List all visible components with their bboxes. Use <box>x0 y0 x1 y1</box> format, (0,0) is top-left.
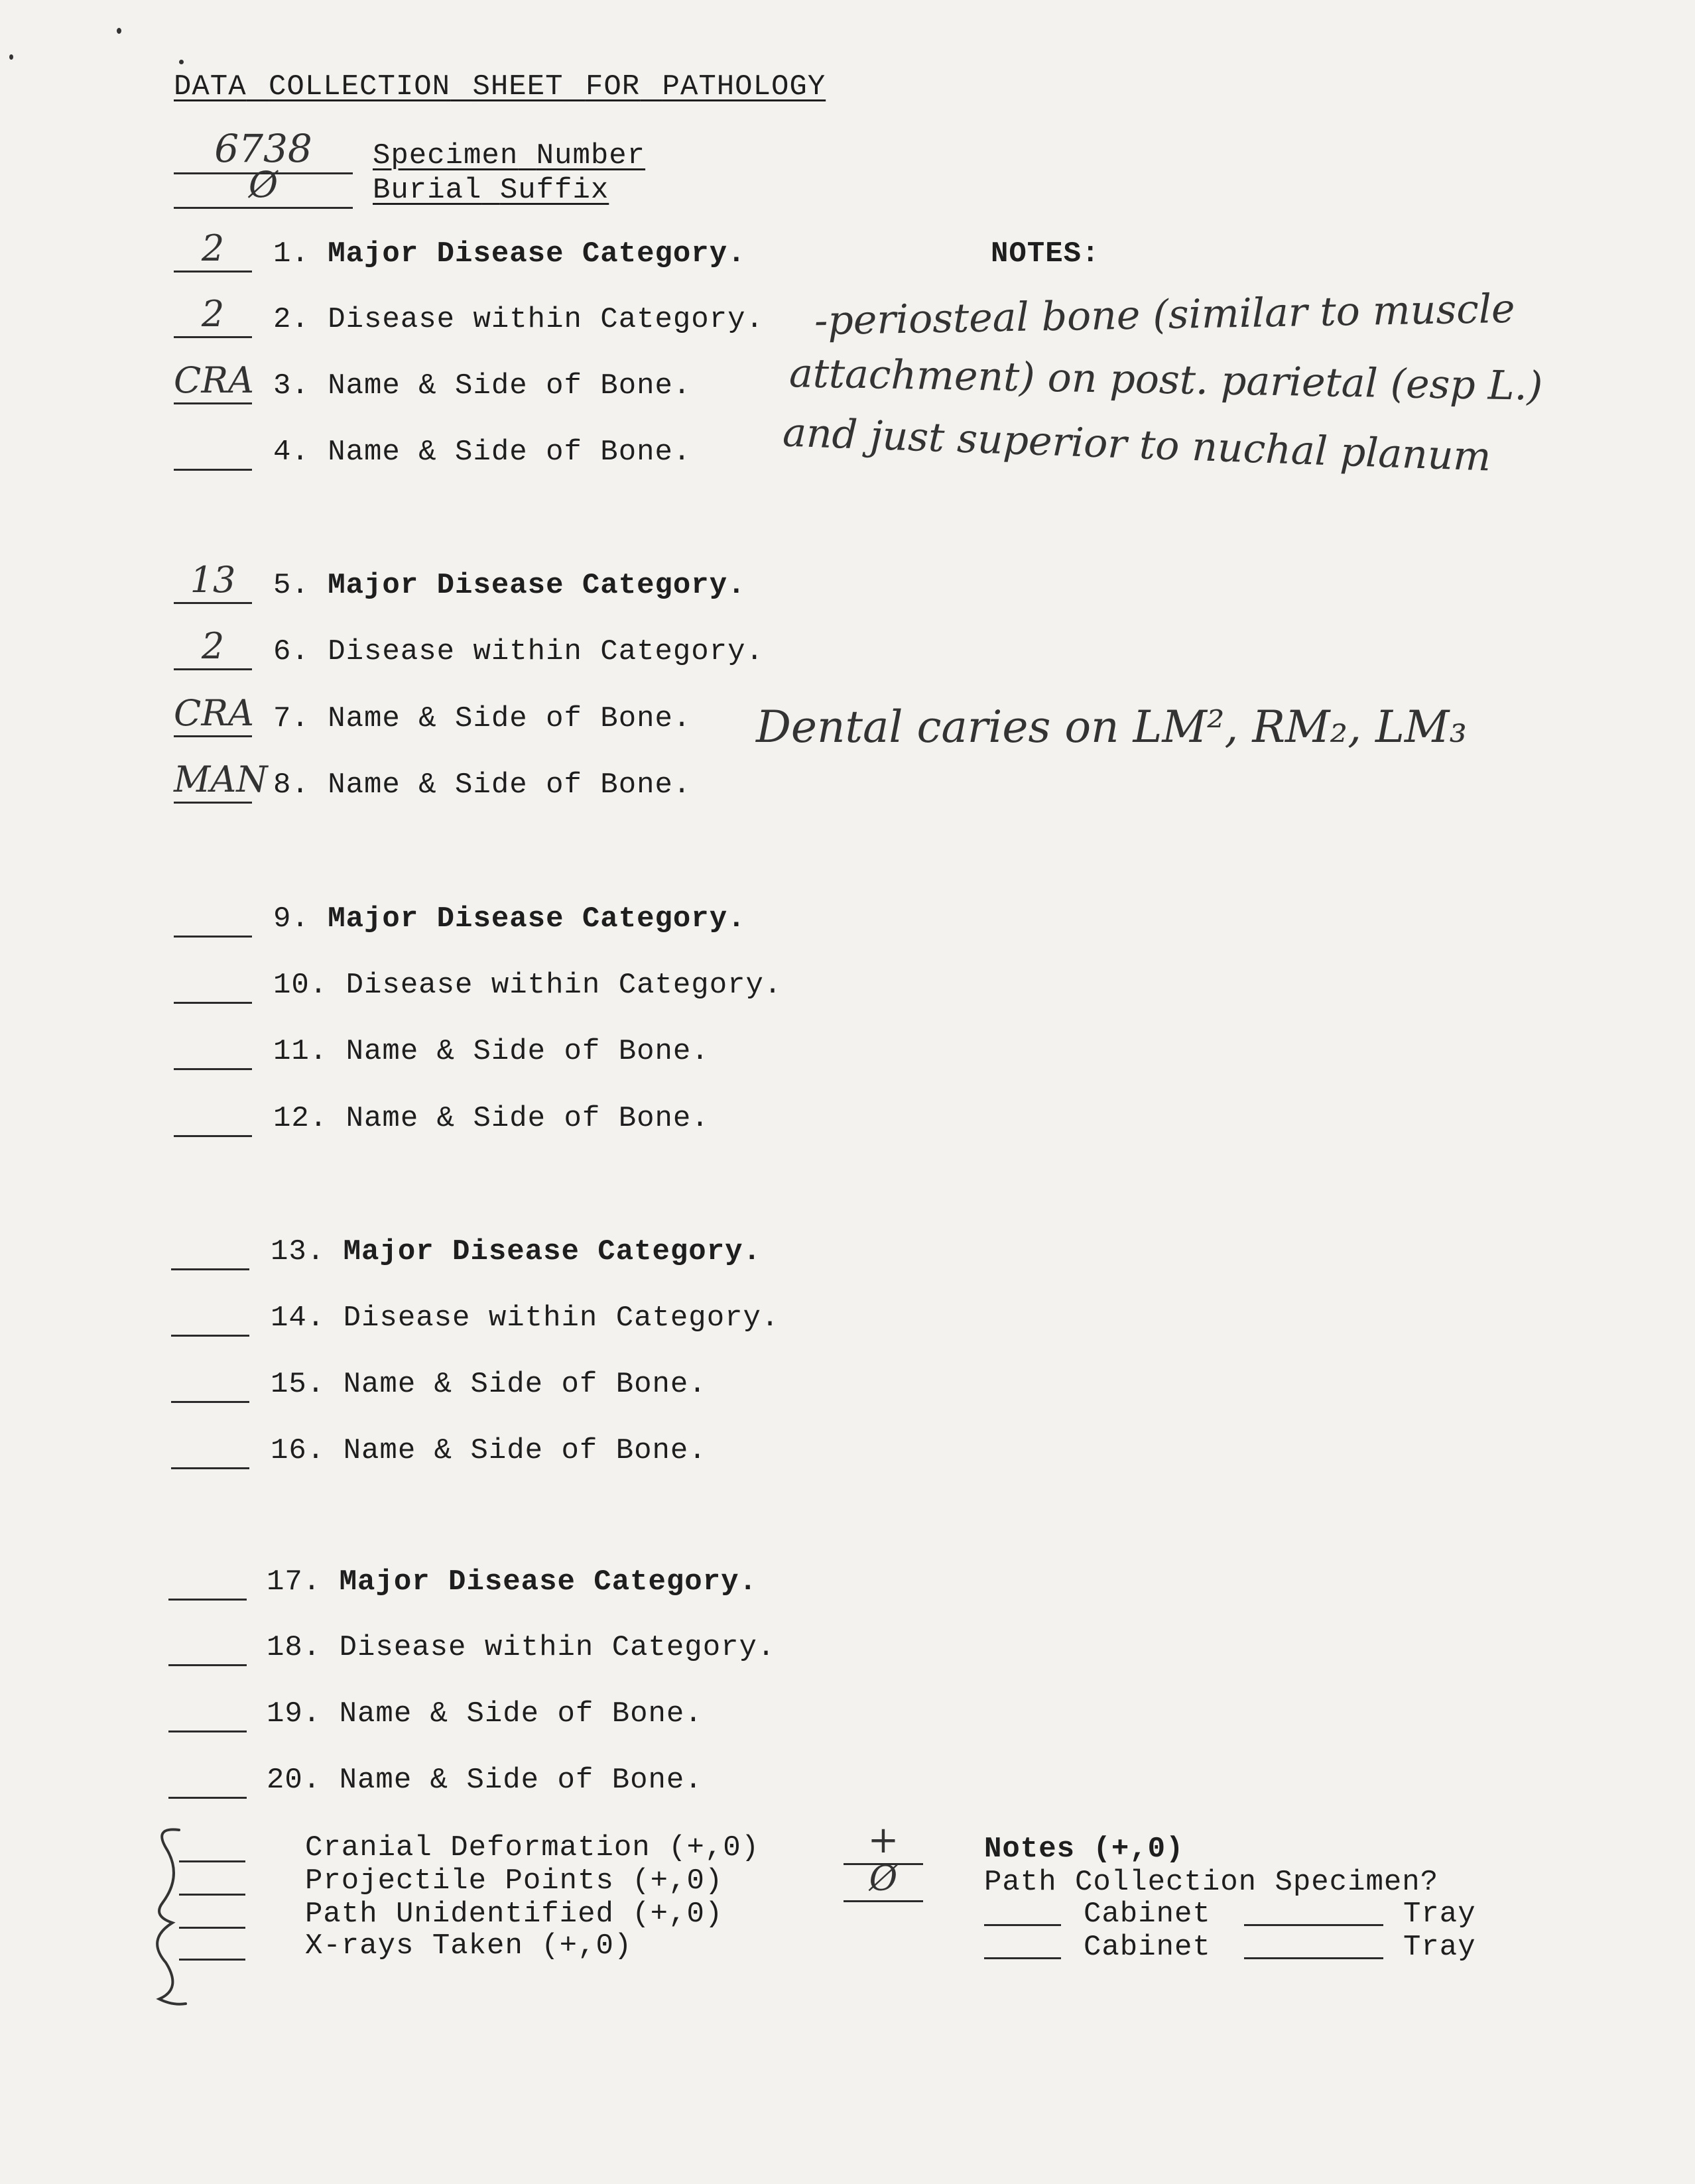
tray-1-field[interactable] <box>1244 1898 1383 1926</box>
row-number: 3. <box>273 369 310 402</box>
row-8-value: MAN <box>174 758 268 800</box>
title-word: DATA <box>174 70 247 103</box>
row-6-value: 2 <box>201 625 225 667</box>
row-3-value: CRA <box>174 359 254 401</box>
row-label: Name & Side of Bone. <box>328 768 692 802</box>
row-label: Name & Side of Bone. <box>343 1434 707 1467</box>
row-number: 16. <box>271 1434 326 1467</box>
row-label: Name & Side of Bone. <box>339 1764 703 1797</box>
notes-header: NOTES: <box>991 237 1100 271</box>
row-label: Disease within Category. <box>343 1302 780 1335</box>
row-12 <box>273 1102 710 1135</box>
row-1-value: 2 <box>201 227 225 269</box>
row-9 <box>273 902 746 936</box>
row-17 <box>267 1565 757 1599</box>
burial-suffix-value: Ø <box>248 164 279 206</box>
row-label: Disease within Category. <box>328 635 764 668</box>
paper-speck <box>179 60 184 64</box>
row-2 <box>273 303 764 336</box>
paper-speck <box>9 54 13 60</box>
row-1-field[interactable] <box>174 227 252 273</box>
row-5 <box>273 569 746 602</box>
handwritten-note-line: and just superior to nuchal planum <box>782 409 1492 481</box>
row-1 <box>273 237 746 271</box>
row-number: 15. <box>271 1368 326 1401</box>
row-6 <box>273 635 764 668</box>
row-3 <box>273 369 691 402</box>
row-9-field[interactable] <box>174 902 252 938</box>
cabinet-1-label: Cabinet <box>1084 1898 1211 1931</box>
row-number: 2. <box>273 303 310 336</box>
row-number: 18. <box>267 1631 322 1664</box>
row-2-value: 2 <box>201 293 225 335</box>
paper-speck <box>117 28 121 34</box>
row-14 <box>271 1302 779 1335</box>
row-12-field[interactable] <box>174 1102 252 1137</box>
row-7-value: CRA <box>174 692 254 734</box>
title-word: COLLECTION <box>269 70 451 103</box>
row-number: 8. <box>273 768 310 802</box>
row-10 <box>273 969 782 1002</box>
xrays-taken-field[interactable] <box>179 1932 245 1961</box>
form-title <box>174 70 826 103</box>
row-7 <box>273 702 691 735</box>
row-number: 11. <box>273 1035 328 1068</box>
notes-label-bold: Notes (+,0) <box>984 1833 1184 1866</box>
row-number: 9. <box>273 902 310 936</box>
cabinet-2-field[interactable] <box>984 1931 1061 1959</box>
row-label: Major Disease Category. <box>328 237 746 271</box>
row-number: 12. <box>273 1102 328 1135</box>
row-number: 17. <box>267 1565 322 1599</box>
row-label: Name & Side of Bone. <box>328 369 692 402</box>
row-15-field[interactable] <box>171 1368 249 1403</box>
row-number: 6. <box>273 635 310 668</box>
row-number: 14. <box>271 1302 326 1335</box>
row-label: Major Disease Category. <box>328 902 746 936</box>
row-4 <box>273 436 691 469</box>
title-word: SHEET <box>472 70 564 103</box>
row-label: Name & Side of Bone. <box>328 436 692 469</box>
row-4-field[interactable] <box>174 436 252 471</box>
row-label: Major Disease Category. <box>343 1235 761 1268</box>
row-18 <box>267 1631 775 1664</box>
specimen-number-label <box>373 139 645 172</box>
cabinet-2-label: Cabinet <box>1084 1931 1211 1964</box>
notes-flag-label <box>984 1833 1184 1866</box>
row-label: Major Disease Category. <box>339 1565 757 1599</box>
cranial-deformation-label: Cranial Deformation (+,0) <box>305 1831 760 1864</box>
row-number: 1. <box>273 237 310 271</box>
row-label: Disease within Category. <box>339 1631 776 1664</box>
row-8-field[interactable] <box>174 758 268 804</box>
row-17-field[interactable] <box>168 1565 247 1601</box>
row-11 <box>273 1035 710 1068</box>
row-7-field[interactable] <box>174 692 254 737</box>
path-collection-flag-value: Ø <box>869 1859 898 1899</box>
path-unidentified-label: Path Unidentified (+,0) <box>305 1898 723 1931</box>
row-6-field[interactable] <box>174 625 252 670</box>
row-11-field[interactable] <box>174 1035 252 1070</box>
projectile-points-label: Projectile Points (+,0) <box>305 1864 723 1898</box>
row-label: Name & Side of Bone. <box>343 1368 707 1401</box>
row-15 <box>271 1368 707 1401</box>
row-number: 4. <box>273 436 310 469</box>
row-label: Disease within Category. <box>345 969 783 1002</box>
tray-1-label: Tray <box>1403 1898 1476 1931</box>
burial-suffix-label <box>373 174 609 207</box>
label-word: Number <box>536 139 646 172</box>
row-18-field[interactable] <box>168 1631 247 1666</box>
tray-2-label: Tray <box>1403 1931 1476 1964</box>
xrays-taken-label: X-rays Taken (+,0) <box>305 1929 633 1963</box>
row-label: Name & Side of Bone. <box>328 702 692 735</box>
cabinet-1-field[interactable] <box>984 1898 1061 1926</box>
row-19-field[interactable] <box>168 1697 247 1732</box>
row-16 <box>271 1434 707 1467</box>
path-collection-question: Path Collection Specimen? <box>984 1866 1439 1899</box>
tray-2-field[interactable] <box>1244 1931 1383 1959</box>
handwritten-note-line: Dental caries on LM², RM₂, LM₃ <box>756 701 1467 753</box>
row-label: Disease within Category. <box>328 303 764 336</box>
label-word: Suffix <box>499 174 609 207</box>
title-word: PATHOLOGY <box>662 70 826 103</box>
row-number: 19. <box>267 1697 322 1730</box>
row-13 <box>271 1235 761 1268</box>
row-20 <box>267 1764 703 1797</box>
row-number: 13. <box>271 1235 326 1268</box>
row-number: 10. <box>273 969 328 1002</box>
row-label: Name & Side of Bone. <box>345 1102 710 1135</box>
row-number: 5. <box>273 569 310 602</box>
row-number: 7. <box>273 702 310 735</box>
row-label: Name & Side of Bone. <box>339 1697 703 1730</box>
path-collection-flag-field[interactable] <box>844 1859 923 1902</box>
row-number: 20. <box>267 1764 322 1797</box>
row-label: Major Disease Category. <box>328 569 746 602</box>
row-14-field[interactable] <box>171 1302 249 1337</box>
burial-suffix-field[interactable] <box>174 164 353 209</box>
row-13-field[interactable] <box>171 1235 249 1270</box>
row-3-field[interactable] <box>174 359 254 404</box>
handwritten-note-line: attachment) on post. parietal (esp L.) <box>788 350 1543 410</box>
row-5-value: 13 <box>190 559 236 601</box>
label-word: Specimen <box>373 139 519 172</box>
row-5-field[interactable] <box>174 559 252 604</box>
row-2-field[interactable] <box>174 293 252 338</box>
handwritten-note-line: -periosteal bone (similar to muscle <box>814 285 1516 345</box>
specimen-number-value: 6738 <box>214 126 312 171</box>
row-16-field[interactable] <box>171 1434 249 1469</box>
label-word: Burial <box>373 174 482 207</box>
row-8 <box>273 768 691 802</box>
row-label: Name & Side of Bone. <box>345 1035 710 1068</box>
row-10-field[interactable] <box>174 969 252 1004</box>
title-word: FOR <box>585 70 641 103</box>
row-19 <box>267 1697 703 1730</box>
row-20-field[interactable] <box>168 1764 247 1799</box>
notes-flag-value: + <box>867 1819 899 1862</box>
